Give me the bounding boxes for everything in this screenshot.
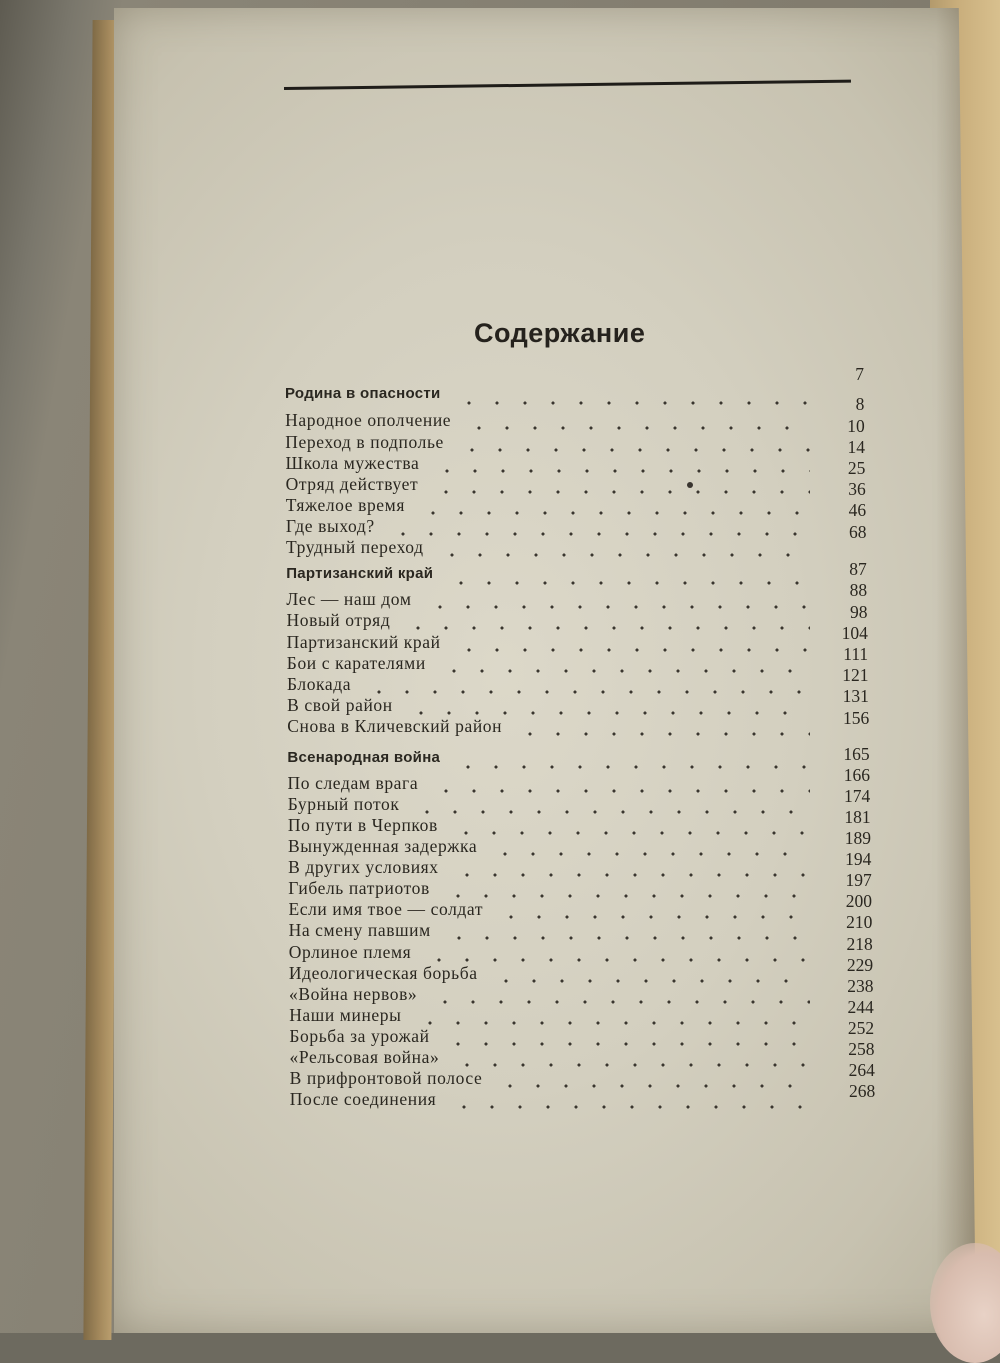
toc-page-number: 111: [843, 644, 869, 664]
toc-page-number: 252: [847, 1018, 875, 1038]
toc-page-number: 88: [849, 580, 868, 600]
dot-leader: [438, 553, 810, 557]
toc-page-number: 229: [846, 955, 874, 975]
toc-page-number: 181: [844, 807, 871, 827]
dot-leader: [413, 810, 810, 814]
dot-leader: [432, 789, 810, 793]
toc-chapter-title: В свой район: [287, 695, 393, 715]
toc-chapter-title: По следам врага: [287, 773, 419, 793]
dot-leader: [389, 532, 810, 536]
toc-chapter-title: Бои с карателями: [286, 653, 426, 673]
toc-page-number: 197: [845, 870, 872, 890]
toc-page-number: 244: [847, 997, 874, 1017]
toc-page-number: 87: [849, 559, 867, 579]
toc-page-number: 104: [841, 623, 868, 643]
toc-chapter-title: После соединения: [289, 1089, 437, 1109]
toc-chapter-title: Лес — наш дом: [286, 589, 412, 609]
toc-chapter-title: Борьба за урожай: [289, 1026, 430, 1046]
toc-page-number: 210: [846, 912, 873, 932]
toc-chapter-title: Снова в Кличевский район: [287, 716, 503, 736]
dot-leader: [496, 1084, 810, 1088]
toc-page-number: 189: [844, 828, 871, 848]
toc-chapter-title: Блокада: [286, 674, 352, 694]
toc-chapter-title: Трудный переход: [286, 537, 424, 557]
toc-title: Содержание: [474, 318, 646, 348]
toc-chapter-title: В других условиях: [288, 857, 439, 877]
dot-leader: [453, 1063, 810, 1067]
dot-leader: [445, 936, 810, 940]
toc-page-number: 98: [850, 602, 868, 622]
toc-page-number: 166: [843, 765, 870, 785]
toc-chapter-title: По пути в Черпков: [287, 815, 438, 835]
toc-page-number: 268: [848, 1081, 876, 1101]
dot-leader: [497, 915, 810, 919]
toc-page-number: 36: [848, 479, 866, 499]
toc-chapter-title: Орлиное племя: [288, 942, 412, 962]
toc-page-number: 156: [843, 708, 870, 728]
dot-leader: [444, 894, 810, 898]
dot-leader: [419, 511, 810, 515]
dot-leader: [433, 469, 810, 473]
toc-chapter-title: Тяжелое время: [285, 495, 405, 515]
dot-leader: [455, 648, 810, 652]
toc-chapter-title: Идеологическая борьба: [288, 963, 478, 983]
dot-leader: [458, 448, 810, 452]
toc-page-number: 8: [855, 394, 865, 414]
toc-chapter-title: Где выход?: [285, 516, 375, 536]
toc-chapter-title: «Война нервов»: [289, 984, 418, 1004]
dot-leader: [416, 1021, 810, 1025]
dot-leader: [444, 1042, 810, 1046]
toc-chapter-title: Отряд действует: [285, 474, 419, 494]
dot-leader: [491, 852, 810, 856]
dot-leader: [407, 711, 810, 715]
dot-leader: [440, 669, 810, 673]
dot-leader: [432, 490, 810, 494]
toc-chapter-title: Если имя твое — солдат: [288, 899, 484, 919]
dot-leader: [404, 626, 810, 630]
toc-page-number: 14: [847, 437, 866, 457]
toc-chapter-title: «Рельсовая война»: [289, 1047, 440, 1067]
toc-page-number: 258: [848, 1039, 875, 1059]
dot-leader: [454, 765, 810, 769]
dot-leader: [365, 690, 810, 694]
toc-page-number: 10: [847, 416, 865, 436]
toc-chapter-title: Гибель патриотов: [288, 878, 430, 898]
dot-leader: [453, 873, 810, 877]
toc-section-title: Всенародная война: [287, 749, 441, 766]
dot-leader: [516, 732, 810, 736]
toc-page-number: 174: [844, 786, 871, 806]
toc-chapter-title: Народное ополчение: [285, 410, 452, 430]
toc-page-number: 200: [845, 891, 873, 911]
toc-chapter-title: Бурный поток: [287, 794, 400, 814]
dot-leader: [425, 958, 810, 962]
toc-page-number: 121: [842, 665, 869, 685]
toc-section-title: Партизанский край: [286, 565, 434, 582]
dot-leader: [447, 581, 810, 585]
toc-chapter-title: Партизанский край: [286, 632, 441, 652]
toc-section-title: Родина в опасности: [285, 385, 441, 402]
toc-chapter-title: Школа мужества: [285, 453, 420, 473]
toc-page-number: 68: [848, 522, 867, 542]
dot-leader: [426, 605, 810, 609]
toc-page-number: 25: [847, 458, 866, 478]
toc-chapter-title: Новый отряд: [286, 610, 391, 630]
dot-leader: [450, 1105, 810, 1109]
toc-page-number: 46: [848, 500, 867, 520]
toc-chapter-title: Переход в подполье: [285, 432, 444, 452]
toc-chapter-title: Вынужденная задержка: [288, 836, 478, 856]
toc-chapter-title: Наши минеры: [289, 1005, 402, 1025]
toc-page-number: 264: [848, 1060, 875, 1080]
dot-leader: [455, 401, 810, 405]
dot-leader: [452, 831, 810, 835]
toc-page-number: 194: [845, 849, 872, 869]
toc-page-number: 131: [842, 686, 869, 706]
toc-page-number: 218: [846, 934, 873, 954]
toc-page-number: 165: [843, 744, 870, 764]
toc-page-number: 7: [855, 364, 864, 384]
dot-leader: [492, 979, 810, 983]
toc-chapter-title: На смену павшим: [288, 920, 431, 940]
toc-chapter-title: В прифронтовой полосе: [289, 1068, 483, 1088]
dot-leader: [431, 1000, 810, 1004]
toc-page-number: 238: [847, 976, 874, 996]
dot-leader: [465, 426, 810, 430]
